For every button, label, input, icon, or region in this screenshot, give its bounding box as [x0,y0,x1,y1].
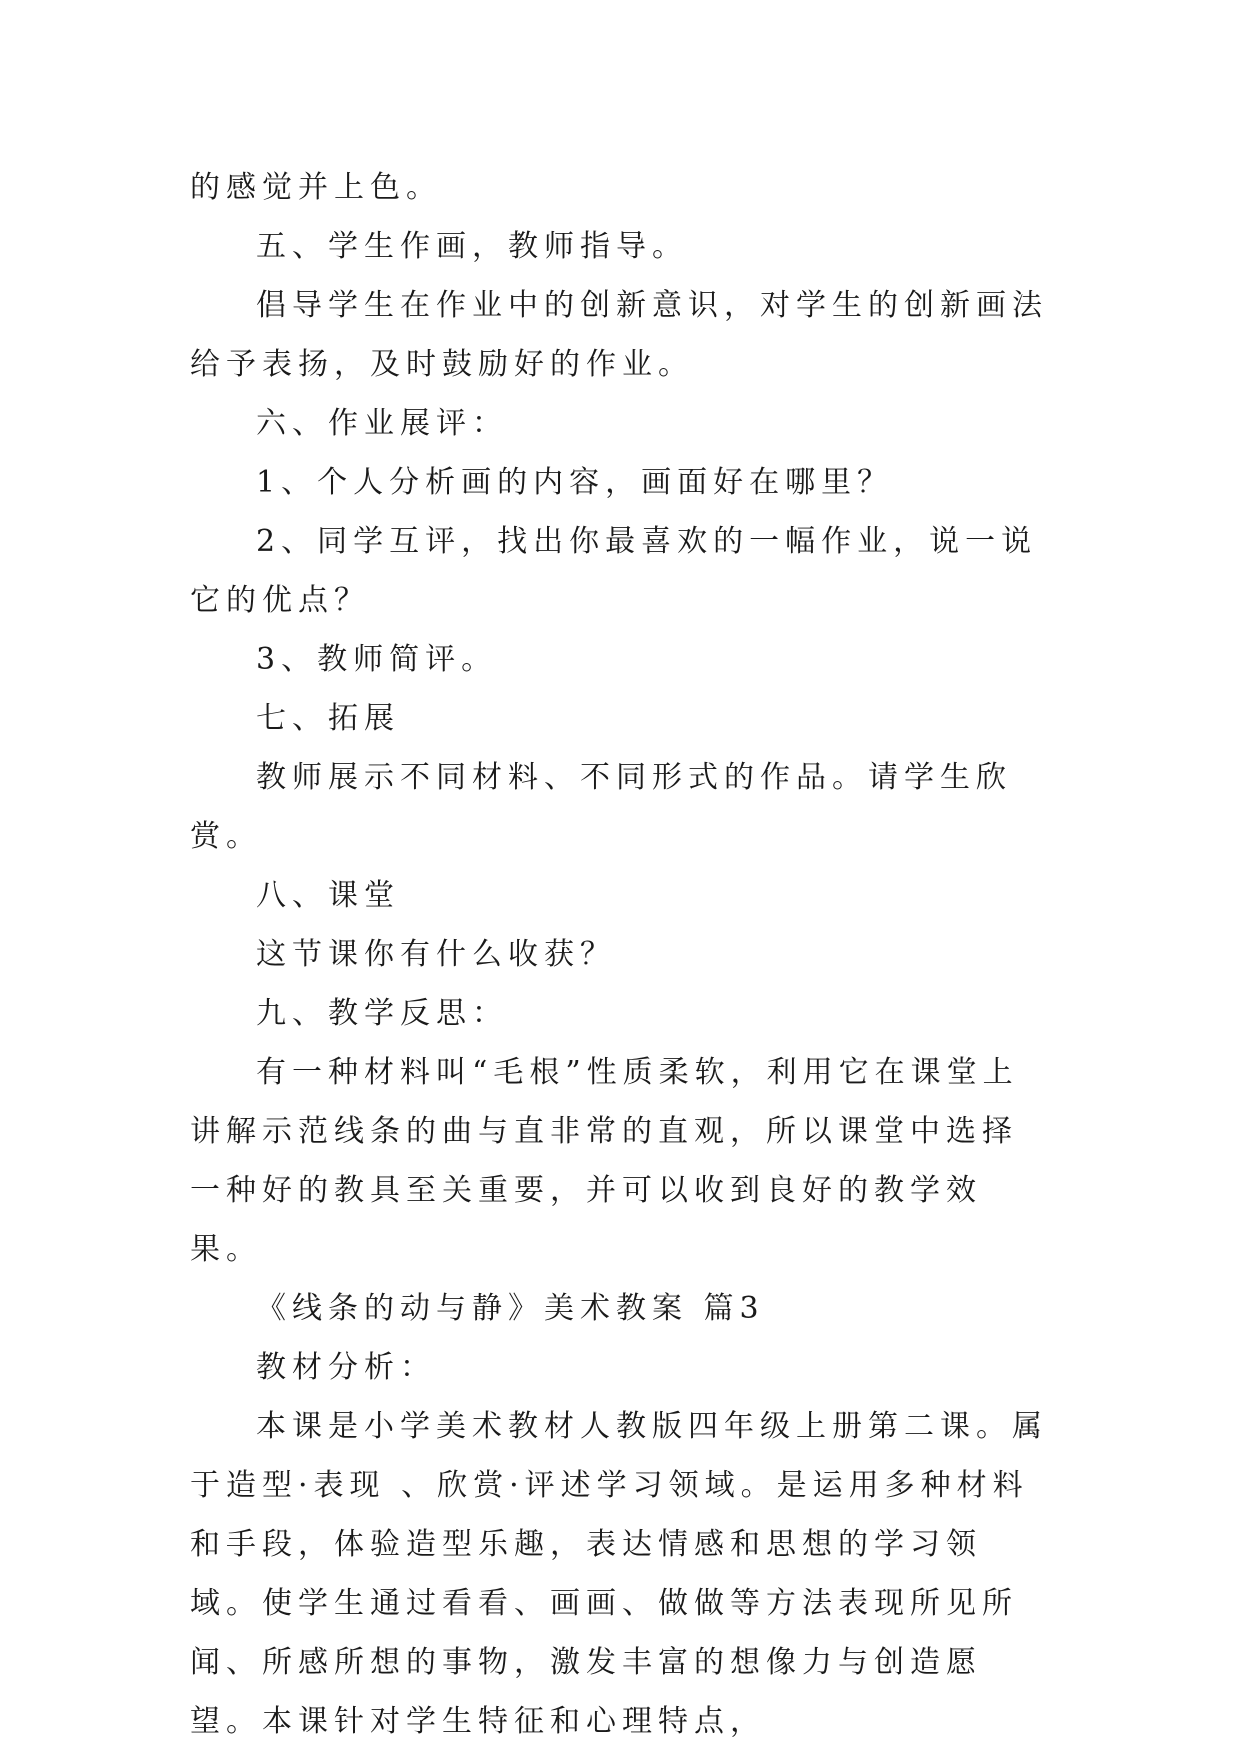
paragraph-5: 1、个人分析画的内容，画面好在哪里？ [256,465,894,500]
paragraph-8: 七、拓展 [256,701,400,736]
paragraph-6: 2、同学互评，找出你最喜欢的一幅作业，说一说它的优点？ [190,524,1038,618]
paragraph-15: 教材分析： [256,1350,436,1385]
paragraph-9: 教师展示不同材料、不同形式的作品。请学生欣赏。 [190,760,1012,854]
paragraph-11: 这节课你有什么收获？ [256,937,616,972]
section-heading: 《线条的动与静》美术教案 篇3 [256,1291,765,1326]
document-body [190,158,1052,1751]
paragraph-3: 倡导学生在作业中的创新意识，对学生的创新画法给予表扬，及时鼓励好的作业。 [190,288,1048,382]
paragraph-2: 五、学生作画，教师指导。 [256,229,688,264]
paragraph-12: 九、教学反思： [256,996,508,1031]
paragraph-4: 六、作业展评： [256,406,508,441]
paragraph-1: 的感觉并上色。 [190,170,442,205]
paragraph-16: 本课是小学美术教材人教版四年级上册第二课。属于造型·表现 、欣赏·评述学习领域。是运用多种材料和手段，体验造型乐趣，表达情感和思想的学习领域。使学生通过看看、画画、做做等方法表现所见所闻、所感所想的事物，激发丰富的想像力与创造愿望。本课针对学生特征和心理特点， [190,1409,1048,1739]
paragraph-10: 八、课堂 [256,878,400,913]
paragraph-13: 有一种材料叫“毛根”性质柔软，利用它在课堂上讲解示范线条的曲与直非常的直观，所以课堂中选择一种好的教具至关重要，并可以收到良好的教学效果。 [190,1055,1019,1267]
paragraph-7: 3、教师简评。 [256,642,498,677]
